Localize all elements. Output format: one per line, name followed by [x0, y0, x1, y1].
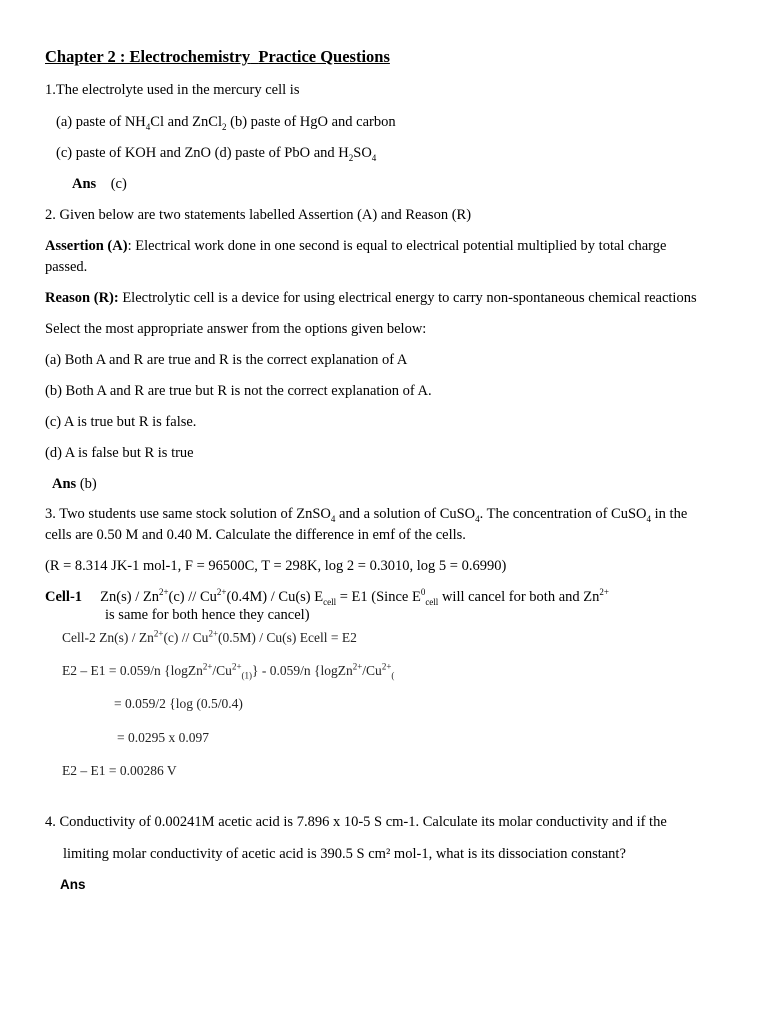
q3-equation-3: = 0.0295 x 0.097: [117, 730, 209, 745]
q1-options-line1: (a) paste of $NH_4Cl$ and ZnCl$_2$ (b) paste of HgO and carbon: [56, 114, 396, 132]
q2-assertion-cont: passed.: [45, 259, 88, 275]
q3-cell1: Cell-1 $Zn(s) / Zn^{2+}(c) // Cu^{2+}(0.4M) / Cu(s) E_{cell} = E1$ (Since $E^0_{cell}$ will cancel for both and $Zn^{2+}$: [45, 587, 609, 607]
chapter-title: Chapter 2 : Electrochemistry: [45, 47, 251, 66]
q3-equation-4: E2 – E1 = 0.00286 V: [62, 763, 177, 778]
q1-question: 1.The electrolyte used in the mercury cell is: [45, 82, 300, 98]
q2-reason: Reason (R): Electrolytic cell is a device for using electrical energy to carry non-spontaneous chemical reactions: [45, 290, 697, 306]
q1-answer: [72, 175, 127, 193]
assertion-label: Assertion (A): [45, 238, 128, 254]
q3-question-line2: cells are 0.50 M and 0.40 M. Calculate the difference in emf of the cells.: [45, 527, 466, 543]
cell1-label: Cell-1: [45, 589, 83, 605]
answer-value: (b): [76, 476, 97, 492]
q2-option-a: (a) Both A and R are true and R is the correct explanation of A: [45, 352, 408, 368]
answer-label: Ans: [52, 476, 77, 492]
q3-equation-2: = 0.059/2 {log (0.5/0.4): [114, 696, 243, 711]
practice-title: Practice Questions: [258, 47, 390, 66]
q1-options-line2: (c) paste of KOH and ZnO (d) paste of PbO and $H_2SO_4$: [56, 145, 377, 163]
answer-value: (c): [110, 176, 127, 192]
q2-question: 2. Given below are two statements labelled Assertion (A) and Reason (R): [45, 207, 472, 223]
q3-cell2: Cell-2 $Zn(s) / Zn^{2+}(c) // Cu^{2+}(0.5M) / Cu(s)$ Ecell = E2: [62, 628, 357, 645]
reason-label: Reason (R):: [45, 290, 119, 306]
q2-option-c: (c) A is true but R is false.: [45, 414, 197, 430]
q4-question-line2: limiting molar conductivity of acetic acid is 390.5 S cm² mol-1, what is its dissociation constant?: [63, 846, 626, 862]
q4-question-line1: 4. Conductivity of 0.00241M acetic acid is 7.896 x 10-5 S cm-1. Calculate its molar conductivity and if the: [45, 814, 667, 830]
q2-answer: [52, 475, 97, 493]
q3-cell1-cont: is same for both hence they cancel): [105, 607, 310, 623]
page-title: [45, 48, 390, 66]
q2-assertion: Assertion (A): Electrical work done in one second is equal to electrical potential multiplied by total charge: [45, 238, 667, 254]
q3-equation-1: E2 – E1 = 0.059/n $\{logZn^{2+}/Cu^{2+}_{(1)}\} - 0.059/n$ {$logZn^{2+}/Cu^{2+}_($: [62, 661, 395, 681]
q4-answer-label: Ans: [60, 877, 86, 892]
answer-label: Ans: [72, 176, 97, 192]
q2-option-d: (d) A is false but R is true: [45, 445, 194, 461]
q3-constants: (R = 8.314 JK-1 mol-1, F = 96500C, T = 298K, log 2 = 0.3010, log 5 = 0.6990): [45, 558, 507, 574]
q3-question-line1: 3. Two students use same stock solution of ZnSO$_4$ and a solution of CuSO$_4$. The concentration of CuSO$_4$ in the: [45, 506, 688, 524]
q2-option-b: (b) Both A and R are true but R is not the correct explanation of A.: [45, 383, 432, 399]
q2-select: Select the most appropriate answer from the options given below:: [45, 321, 427, 337]
